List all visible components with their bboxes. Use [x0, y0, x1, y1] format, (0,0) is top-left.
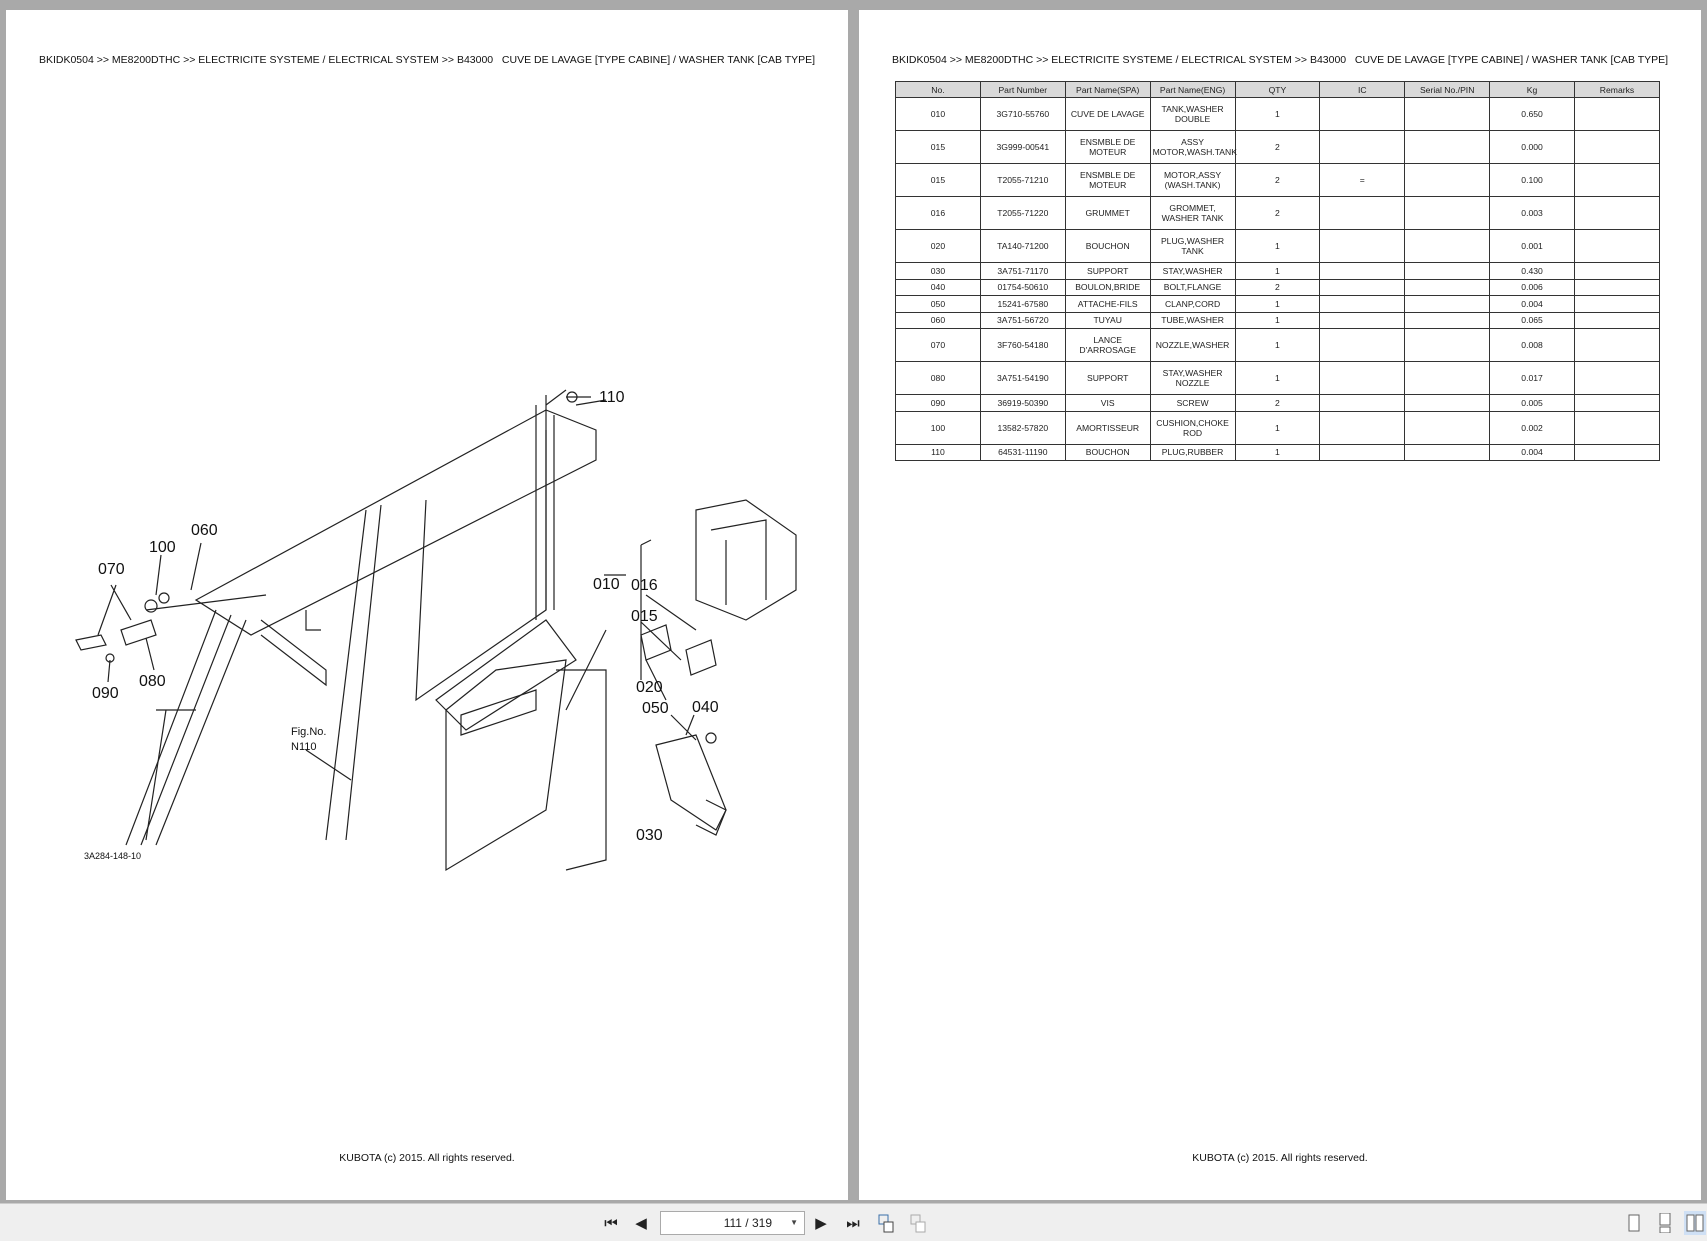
- cell-qty: 1: [1235, 312, 1320, 329]
- cell-spa: TUYAU: [1065, 312, 1150, 329]
- table-row: [896, 296, 1660, 313]
- cell-serial: [1405, 197, 1490, 230]
- cell-ic: [1320, 329, 1405, 362]
- cell-ic: [1320, 98, 1405, 131]
- cell-pn: 64531-11190: [980, 444, 1065, 461]
- cell-no: 080: [896, 362, 981, 395]
- callout-016: 016: [631, 577, 658, 594]
- cell-qty: 1: [1235, 263, 1320, 280]
- copyright-footer: KUBOTA (c) 2015. All rights reserved.: [1192, 1152, 1368, 1164]
- cell-ic: [1320, 131, 1405, 164]
- cell-eng: NOZZLE,WASHER: [1150, 329, 1235, 362]
- cell-pn: 13582-57820: [980, 411, 1065, 444]
- cell-serial: [1405, 164, 1490, 197]
- cell-kg: 0.005: [1490, 395, 1575, 412]
- cell-no: 016: [896, 197, 981, 230]
- two-page-icon: [1686, 1214, 1704, 1232]
- parts-diagram: [6, 10, 848, 1200]
- column-header: QTY: [1235, 82, 1320, 98]
- cell-kg: 0.002: [1490, 411, 1575, 444]
- go-forward-view-button[interactable]: [908, 1212, 930, 1234]
- cell-eng: STAY,WASHER NOZZLE: [1150, 362, 1235, 395]
- table-row: [896, 98, 1660, 131]
- cell-spa: LANCE D'ARROSAGE: [1065, 329, 1150, 362]
- cell-qty: 2: [1235, 197, 1320, 230]
- cell-eng: STAY,WASHER: [1150, 263, 1235, 280]
- cell-ic: [1320, 230, 1405, 263]
- next-page-icon: ▶: [815, 1215, 827, 1232]
- cell-pn: 01754-50610: [980, 279, 1065, 296]
- breadcrumb-header: BKIDK0504 >> ME8200DTHC >> ELECTRICITE SYSTEME / ELECTRICAL SYSTEM >> B43000 CUVE DE LAVAGE [TYPE CABINE] / WASHER TANK [CAB TYPE]: [38, 54, 816, 66]
- two-page-view-button[interactable]: [1684, 1211, 1706, 1235]
- cell-ic: =: [1320, 164, 1405, 197]
- last-page-button[interactable]: [842, 1212, 864, 1234]
- cell-serial: [1405, 444, 1490, 461]
- forward-view-icon: [909, 1213, 929, 1233]
- cell-ic: [1320, 411, 1405, 444]
- cell-qty: 1: [1235, 411, 1320, 444]
- cell-pn: 3G999-00541: [980, 131, 1065, 164]
- callout-090: 090: [92, 685, 119, 702]
- parts-table: [895, 81, 1660, 461]
- cell-serial: [1405, 296, 1490, 313]
- cell-remarks: [1575, 362, 1660, 395]
- callout-030: 030: [636, 827, 663, 844]
- left-page: [6, 10, 848, 1200]
- cell-remarks: [1575, 279, 1660, 296]
- cell-kg: 0.065: [1490, 312, 1575, 329]
- callout-050: 050: [642, 700, 669, 717]
- callout-040: 040: [692, 699, 719, 716]
- cell-ic: [1320, 263, 1405, 280]
- callout-060: 060: [191, 522, 218, 539]
- chevron-down-icon: ▼: [790, 1218, 798, 1227]
- cell-qty: 2: [1235, 164, 1320, 197]
- single-page-icon: [1627, 1214, 1641, 1232]
- callout-020: 020: [636, 679, 663, 696]
- page-indicator: 111 / 319: [723, 1216, 772, 1230]
- page-selector[interactable]: [660, 1211, 805, 1235]
- cell-no: 040: [896, 279, 981, 296]
- cell-spa: ENSMBLE DE MOTEUR: [1065, 164, 1150, 197]
- cell-kg: 0.100: [1490, 164, 1575, 197]
- table-row: [896, 263, 1660, 280]
- cell-kg: 0.008: [1490, 329, 1575, 362]
- cell-kg: 0.004: [1490, 296, 1575, 313]
- cell-serial: [1405, 395, 1490, 412]
- callout-100: 100: [149, 539, 176, 556]
- cell-remarks: [1575, 263, 1660, 280]
- cell-remarks: [1575, 411, 1660, 444]
- cell-spa: SUPPORT: [1065, 263, 1150, 280]
- cell-ic: [1320, 296, 1405, 313]
- cell-spa: ATTACHE-FILS: [1065, 296, 1150, 313]
- cell-spa: CUVE DE LAVAGE: [1065, 98, 1150, 131]
- cell-ic: [1320, 279, 1405, 296]
- table-row: [896, 164, 1660, 197]
- cell-pn: T2055-71210: [980, 164, 1065, 197]
- cell-kg: 0.650: [1490, 98, 1575, 131]
- cell-no: 015: [896, 131, 981, 164]
- cell-qty: 1: [1235, 230, 1320, 263]
- cell-pn: 36919-50390: [980, 395, 1065, 412]
- cell-pn: 3A751-56720: [980, 312, 1065, 329]
- cell-qty: 1: [1235, 362, 1320, 395]
- go-back-view-button[interactable]: [876, 1212, 898, 1234]
- cell-kg: 0.003: [1490, 197, 1575, 230]
- cell-qty: 2: [1235, 395, 1320, 412]
- cell-eng: SCREW: [1150, 395, 1235, 412]
- cell-remarks: [1575, 164, 1660, 197]
- first-page-icon: ⏮: [604, 1214, 618, 1232]
- cell-eng: CUSHION,CHOKE ROD: [1150, 411, 1235, 444]
- column-header: Part Name(ENG): [1150, 82, 1235, 98]
- right-page: [859, 10, 1701, 1200]
- cell-qty: 1: [1235, 329, 1320, 362]
- cell-serial: [1405, 263, 1490, 280]
- cell-kg: 0.006: [1490, 279, 1575, 296]
- cell-serial: [1405, 329, 1490, 362]
- cell-pn: T2055-71220: [980, 197, 1065, 230]
- cell-serial: [1405, 98, 1490, 131]
- cell-no: 050: [896, 296, 981, 313]
- callout-070: 070: [98, 561, 125, 578]
- cell-no: 070: [896, 329, 981, 362]
- table-row: [896, 329, 1660, 362]
- cell-kg: 0.430: [1490, 263, 1575, 280]
- first-page-button[interactable]: [600, 1212, 622, 1234]
- callout-010: 010: [593, 576, 620, 593]
- cell-ic: [1320, 312, 1405, 329]
- cell-pn: 3A751-54190: [980, 362, 1065, 395]
- cell-qty: 1: [1235, 98, 1320, 131]
- next-page-button[interactable]: [810, 1212, 832, 1234]
- cell-serial: [1405, 230, 1490, 263]
- cell-kg: 0.004: [1490, 444, 1575, 461]
- cell-ic: [1320, 197, 1405, 230]
- cell-pn: 3A751-71170: [980, 263, 1065, 280]
- table-row: [896, 312, 1660, 329]
- fig-number: N110: [291, 741, 317, 753]
- cell-remarks: [1575, 197, 1660, 230]
- cell-spa: BOULON,BRIDE: [1065, 279, 1150, 296]
- cell-ic: [1320, 444, 1405, 461]
- column-header: Part Name(SPA): [1065, 82, 1150, 98]
- table-row: [896, 444, 1660, 461]
- cell-kg: 0.017: [1490, 362, 1575, 395]
- previous-page-icon: ◀: [635, 1215, 647, 1232]
- cell-remarks: [1575, 296, 1660, 313]
- cell-eng: BOLT,FLANGE: [1150, 279, 1235, 296]
- table-row: [896, 131, 1660, 164]
- cell-no: 015: [896, 164, 981, 197]
- cell-spa: AMORTISSEUR: [1065, 411, 1150, 444]
- cell-no: 090: [896, 395, 981, 412]
- cell-serial: [1405, 312, 1490, 329]
- copyright-footer: KUBOTA (c) 2015. All rights reserved.: [339, 1152, 515, 1164]
- cell-pn: 15241-67580: [980, 296, 1065, 313]
- table-row: [896, 230, 1660, 263]
- callout-080: 080: [139, 673, 166, 690]
- cell-serial: [1405, 362, 1490, 395]
- cell-eng: CLANP,CORD: [1150, 296, 1235, 313]
- table-row: [896, 395, 1660, 412]
- cell-kg: 0.000: [1490, 131, 1575, 164]
- cell-eng: PLUG,RUBBER: [1150, 444, 1235, 461]
- cell-qty: 2: [1235, 131, 1320, 164]
- column-header: Kg: [1490, 82, 1575, 98]
- cell-remarks: [1575, 312, 1660, 329]
- cell-no: 030: [896, 263, 981, 280]
- cell-spa: GRUMMET: [1065, 197, 1150, 230]
- cell-remarks: [1575, 329, 1660, 362]
- continuous-page-icon: [1658, 1213, 1672, 1233]
- pdf-toolbar: [0, 1203, 1707, 1241]
- column-header: No.: [896, 82, 981, 98]
- cell-ic: [1320, 395, 1405, 412]
- column-header: IC: [1320, 82, 1405, 98]
- previous-page-button[interactable]: [630, 1212, 652, 1234]
- table-row: [896, 279, 1660, 296]
- cell-spa: BOUCHON: [1065, 444, 1150, 461]
- single-page-view-button[interactable]: [1623, 1211, 1645, 1235]
- table-row: [896, 362, 1660, 395]
- cell-spa: ENSMBLE DE MOTEUR: [1065, 131, 1150, 164]
- back-view-icon: [877, 1213, 897, 1233]
- drawing-id: 3A284-148-10: [84, 851, 142, 861]
- callout-015: 015: [631, 608, 658, 625]
- cell-no: 020: [896, 230, 981, 263]
- cell-ic: [1320, 362, 1405, 395]
- cell-remarks: [1575, 98, 1660, 131]
- last-page-icon: ⏭: [846, 1214, 860, 1232]
- cell-qty: 1: [1235, 444, 1320, 461]
- cell-eng: TANK,WASHER DOUBLE: [1150, 98, 1235, 131]
- column-header: Remarks: [1575, 82, 1660, 98]
- cell-serial: [1405, 411, 1490, 444]
- cell-eng: TUBE,WASHER: [1150, 312, 1235, 329]
- cell-no: 010: [896, 98, 981, 131]
- table-header-row: [896, 82, 1660, 98]
- table-row: [896, 411, 1660, 444]
- cell-serial: [1405, 131, 1490, 164]
- continuous-view-button[interactable]: [1654, 1211, 1676, 1235]
- cell-remarks: [1575, 395, 1660, 412]
- column-header: Serial No./PIN: [1405, 82, 1490, 98]
- cell-no: 060: [896, 312, 981, 329]
- cell-no: 110: [896, 444, 981, 461]
- cell-remarks: [1575, 131, 1660, 164]
- cell-spa: SUPPORT: [1065, 362, 1150, 395]
- column-header: Part Number: [980, 82, 1065, 98]
- cell-remarks: [1575, 444, 1660, 461]
- cell-qty: 2: [1235, 279, 1320, 296]
- cell-remarks: [1575, 230, 1660, 263]
- cell-spa: BOUCHON: [1065, 230, 1150, 263]
- fig-label: Fig.No.: [291, 726, 327, 738]
- cell-kg: 0.001: [1490, 230, 1575, 263]
- cell-pn: 3F760-54180: [980, 329, 1065, 362]
- cell-qty: 1: [1235, 296, 1320, 313]
- cell-eng: ASSY MOTOR,WASH.TANK: [1150, 131, 1235, 164]
- cell-pn: 3G710-55760: [980, 98, 1065, 131]
- cell-serial: [1405, 279, 1490, 296]
- cell-eng: GROMMET, WASHER TANK: [1150, 197, 1235, 230]
- cell-spa: VIS: [1065, 395, 1150, 412]
- breadcrumb-header: BKIDK0504 >> ME8200DTHC >> ELECTRICITE SYSTEME / ELECTRICAL SYSTEM >> B43000 CUVE DE LAVAGE [TYPE CABINE] / WASHER TANK [CAB TYPE]: [891, 54, 1669, 66]
- table-row: [896, 197, 1660, 230]
- cell-eng: MOTOR,ASSY (WASH.TANK): [1150, 164, 1235, 197]
- cell-pn: TA140-71200: [980, 230, 1065, 263]
- callout-110: 110: [599, 389, 625, 406]
- cell-no: 100: [896, 411, 981, 444]
- cell-eng: PLUG,WASHER TANK: [1150, 230, 1235, 263]
